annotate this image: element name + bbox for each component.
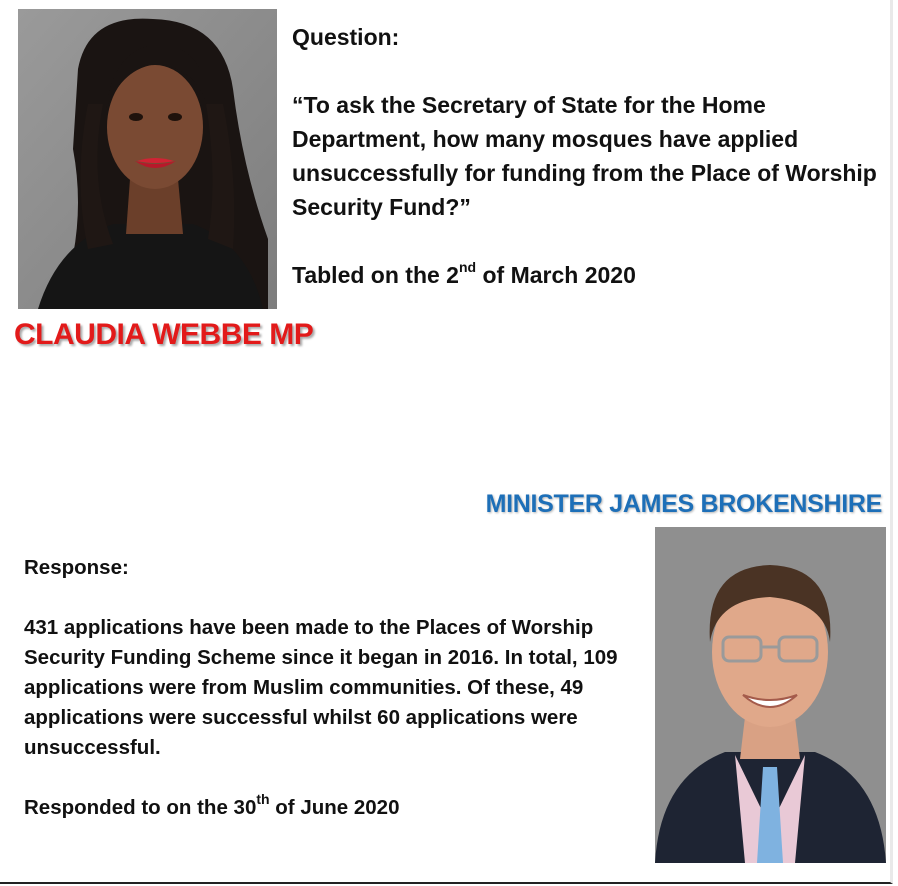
response-text: 431 applications have been made to the Places of Worship Security Funding Scheme since it began in 2016. In total, 109 applications were from Muslim communities. Of these, 49 applications were successful whilst 60 applications were unsuccessful. [24, 616, 618, 759]
mp-portrait-photo [18, 9, 277, 309]
response-section [24, 553, 649, 823]
responded-date-prefix: Responded to on the 30 [24, 796, 257, 819]
minister-portrait-image [655, 527, 886, 863]
tabled-date-suffix: of March 2020 [476, 262, 636, 288]
tabled-date-sup: nd [458, 259, 477, 276]
responded-date [24, 793, 649, 823]
response-heading: Response: [24, 556, 129, 579]
mp-portrait-image [18, 9, 277, 309]
mp-name-label: CLAUDIA WEBBE MP [14, 318, 314, 351]
minister-portrait-photo [655, 527, 886, 863]
question-section [292, 20, 882, 292]
tabled-date-prefix: Tabled on the 2 [292, 262, 459, 288]
responded-date-sup: th [256, 791, 270, 808]
responded-date-suffix: of June 2020 [269, 796, 400, 819]
question-heading: Question: [292, 24, 400, 50]
question-text: “To ask the Secretary of State for the Home Department, how many mosques have applied unsuccessfully for funding from the Place of Worship Security Fund?” [292, 92, 877, 220]
tabled-date [292, 258, 882, 292]
minister-name-label: MINISTER JAMES BROKENSHIRE [485, 490, 882, 518]
